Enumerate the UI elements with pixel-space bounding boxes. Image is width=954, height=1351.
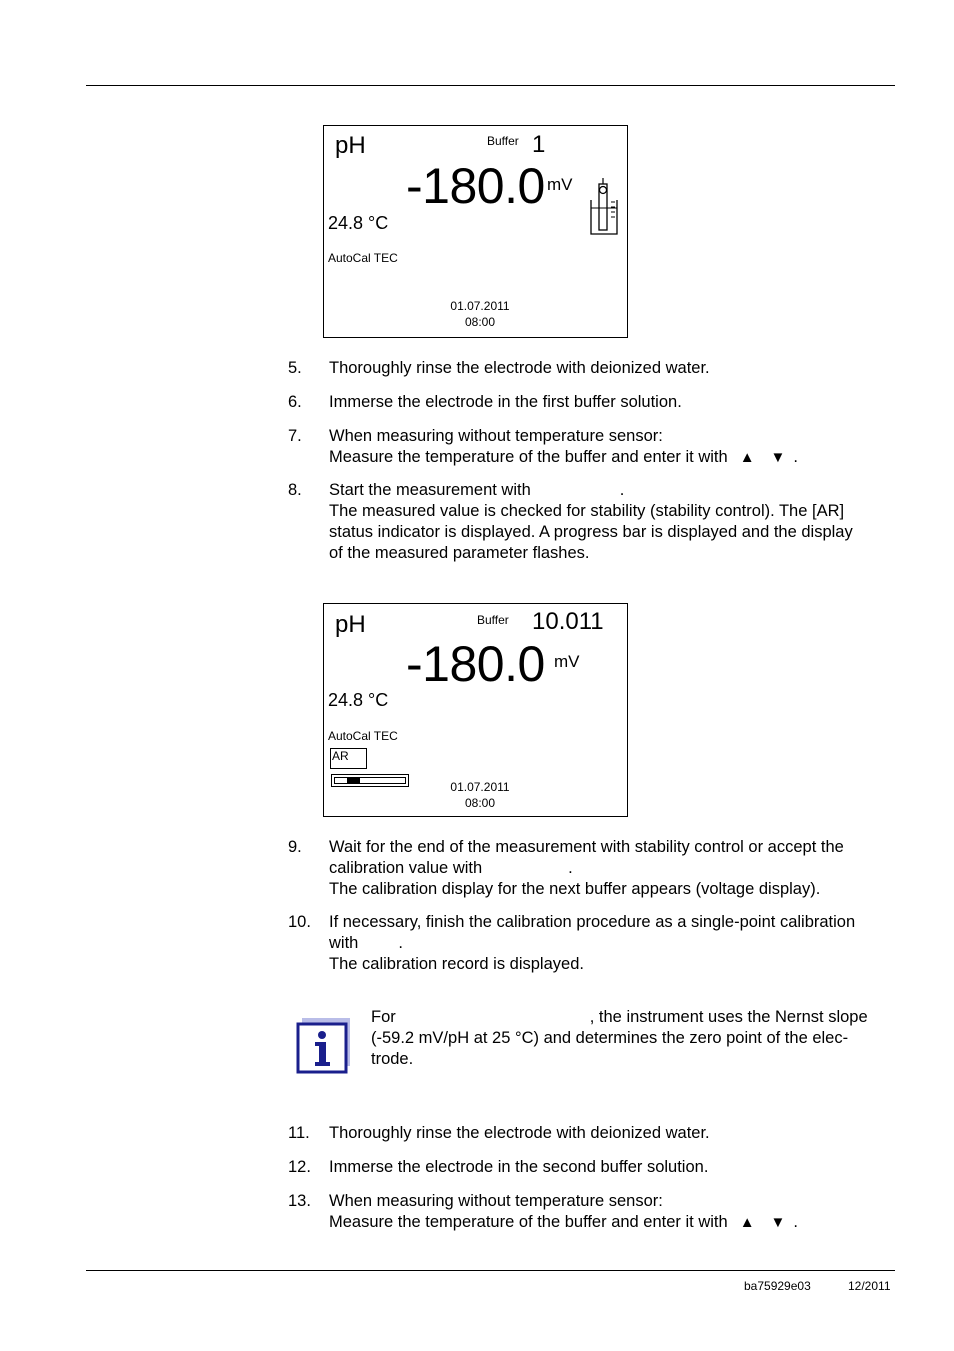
step-text: When measuring without temperature sensor: [329, 427, 663, 445]
display-param: pH [335, 611, 366, 638]
display-time: 08:00 [464, 315, 496, 329]
footer-doc-id: ba75929e03 [744, 1279, 811, 1293]
display-mode: AutoCal TEC [328, 729, 398, 743]
step-text: Measure the temperature of the buffer and enter it with [329, 1213, 728, 1231]
step-text: calibration value with [329, 859, 483, 877]
step-text: Wait for the end of the measurement with stability control or accept the [329, 838, 844, 856]
step-number: 11. [288, 1124, 310, 1142]
info-icon [296, 1016, 352, 1079]
meter-display-1 [323, 125, 628, 338]
step-text-end: . [398, 934, 403, 952]
step-text: Thoroughly rinse the electrode with deionized water. [329, 359, 710, 377]
info-note [371, 1007, 891, 1070]
arrow-up-key-icon: ▲ [739, 1214, 755, 1231]
step-text: Start the measurement with [329, 481, 531, 499]
step-number: 7. [288, 427, 302, 445]
meter-display-2 [323, 603, 628, 817]
note-text: For [371, 1008, 396, 1026]
step-text: When measuring without temperature sensor: [329, 1192, 663, 1210]
display-unit: mV [547, 175, 573, 194]
header-rule [86, 85, 895, 86]
arrow-up-key-icon: ▲ [739, 449, 755, 466]
status-indicator-ar: AR [330, 748, 367, 769]
step-text: Measure the temperature of the buffer and enter it with [329, 448, 728, 466]
display-mode: AutoCal TEC [328, 251, 398, 265]
display-buffer-label: Buffer [477, 613, 509, 627]
step-number: 13. [288, 1192, 311, 1210]
step-number: 8. [288, 481, 302, 499]
display-date: 01.07.2011 [450, 780, 510, 794]
progress-fill [347, 777, 360, 784]
display-time: 08:00 [464, 796, 496, 810]
display-buffer-label: Buffer [487, 134, 519, 148]
step-text: with [329, 934, 359, 952]
electrode-in-beaker-icon [589, 176, 619, 243]
display-date: 01.07.2011 [450, 299, 510, 313]
footer-date: 12/2011 [848, 1279, 891, 1293]
display-value: -180.0 [406, 158, 545, 214]
step-text: The calibration record is displayed. [329, 955, 584, 973]
step-text-end: . [619, 481, 625, 499]
footer-rule [86, 1270, 895, 1271]
display-temperature: 24.8 °C [328, 213, 389, 233]
step-text: Thoroughly rinse the electrode with deionized water. [329, 1124, 710, 1142]
step-text: of the measured parameter flashes. [329, 544, 590, 562]
step-text: status indicator is displayed. A progress bar is displayed and the display [329, 523, 853, 541]
arrow-down-key-icon: ▼ [770, 449, 786, 466]
display-temperature: 24.8 °C [328, 690, 389, 710]
display-value: -180.0 [406, 636, 545, 692]
display-param: pH [335, 132, 366, 159]
step-number: 10. [288, 913, 311, 931]
step-text: If necessary, finish the calibration procedure as a single-point calibration [329, 913, 856, 931]
progress-bar [331, 774, 409, 787]
step-number: 6. [288, 393, 302, 411]
step-number: 9. [288, 838, 302, 856]
step-text-end: . [568, 859, 573, 877]
step-number: 12. [288, 1158, 311, 1176]
step-text: The calibration display for the next buffer appears (voltage display). [329, 880, 821, 898]
step-text: Immerse the electrode in the first buffer solution. [329, 393, 682, 411]
step-text-end: . [793, 448, 798, 466]
display-unit: mV [554, 652, 580, 671]
note-text: (-59.2 mV/pH at 25 °C) and determines the zero point of the elec- [371, 1029, 849, 1047]
step-text: Immerse the electrode in the second buffer solution. [329, 1158, 709, 1176]
display-buffer-value: 1 [532, 131, 546, 158]
step-text: The measured value is checked for stability (stability control). The [AR] [329, 502, 845, 520]
step-text-end: . [793, 1213, 798, 1231]
arrow-down-key-icon: ▼ [770, 1214, 786, 1231]
note-text: , the instrument uses the Nernst slope [589, 1008, 868, 1026]
note-text: trode. [371, 1050, 414, 1068]
display-buffer-value: 10.011 [532, 608, 604, 635]
step-number: 5. [288, 359, 302, 377]
